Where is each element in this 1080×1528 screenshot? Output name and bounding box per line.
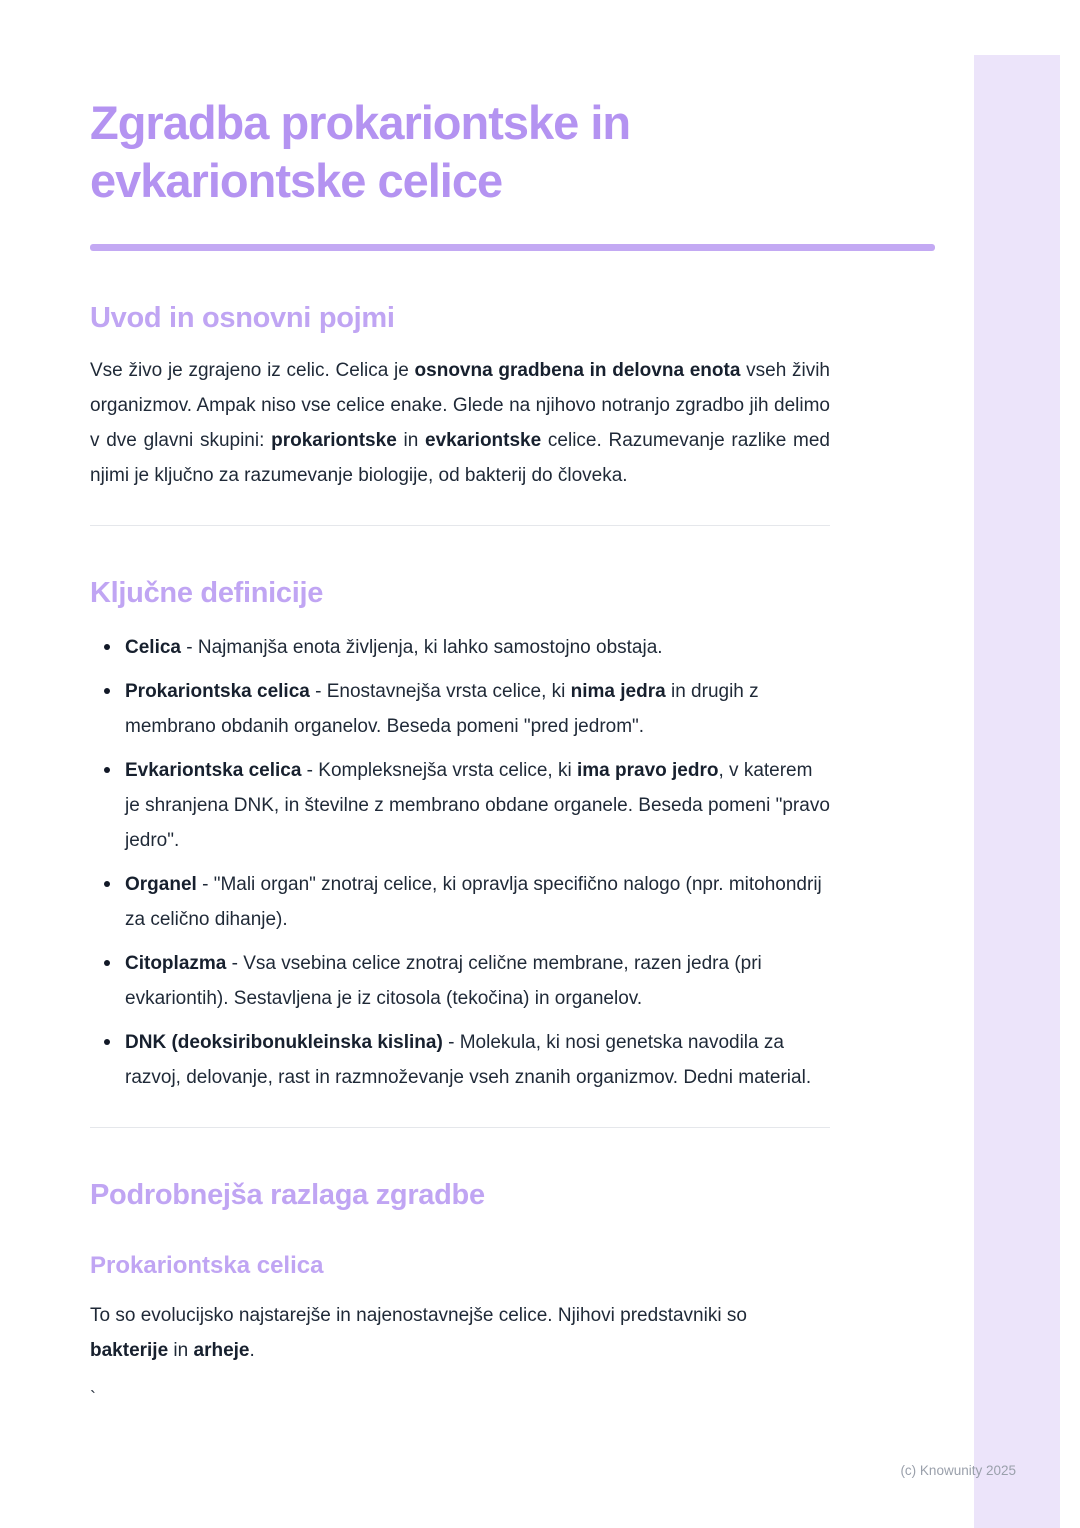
side-accent-strip (974, 55, 1060, 1528)
definitions-list (90, 630, 830, 1095)
text-segment: in (396, 430, 426, 451)
bold-text-segment: arheje (193, 1340, 250, 1361)
text-segment: vseh živih organizmov. Ampak niso vse celice enake. Glede na njihovo notranjo zgradbo jih delimo v dve glavni skupini: (90, 360, 830, 451)
section-heading-detail: Podrobnejša razlaga zgradbe (90, 1179, 485, 1211)
text-segment: , v katerem je shranjena DNK, in številne z membrano obdane organele. Beseda pomeni "pravo jedro". (125, 760, 830, 851)
text-segment: - Kompleksnejša vrsta celice, ki (301, 760, 577, 781)
intro-paragraph (90, 353, 830, 493)
bold-text-segment: Celica (125, 637, 181, 658)
subsection-heading-prokariontska: Prokariontska celica (90, 1252, 324, 1279)
section-divider (90, 525, 830, 526)
copyright-notice: (c) Knowunity 2025 (900, 1463, 1016, 1478)
text-segment: celice. Razumevanje razlike med njimi je ključno za razumevanje biologije, od bakterij do človeka. (90, 430, 830, 486)
definition-item-evkariontska-celica (90, 753, 830, 858)
text-segment: in (168, 1340, 194, 1361)
stray-backtick-character: ` (90, 1388, 96, 1408)
definition-item-dnk (90, 1025, 830, 1095)
page-title (90, 94, 935, 210)
section-divider (90, 1127, 830, 1128)
bold-text-segment: osnovna gradbena in delovna enota (414, 360, 741, 381)
bold-text-segment: prokariontske (271, 430, 397, 451)
text-segment: Vse živo je zgrajeno iz celic. Celica je (90, 360, 415, 381)
text-segment: - "Mali organ" znotraj celice, ki opravlja specifično nalogo (npr. mitohondrij za celično dihanje). (125, 874, 822, 930)
bold-text-segment: Citoplazma (125, 953, 227, 974)
text-segment: in drugih z membrano obdanih organelov. Beseda pomeni "pred jedrom". (125, 681, 759, 737)
bold-text-segment: nima jedra (570, 681, 666, 702)
definition-item-citoplazma (90, 946, 830, 1016)
bold-text-segment: evkariontske (425, 430, 542, 451)
page-title-line1: Zgradba prokariontske in (90, 96, 631, 149)
detail-paragraph (90, 1298, 830, 1368)
page-title-line2: evkariontske celice (90, 154, 503, 207)
bold-text-segment: DNK (deoksiribonukleinska kislina) (125, 1032, 443, 1053)
bold-text-segment: Organel (125, 874, 197, 895)
text-segment: - Molekula, ki nosi genetska navodila za razvoj, delovanje, rast in razmnoževanje vseh znanih organizmov. Dedni material. (125, 1032, 812, 1088)
definition-item-organel (90, 867, 830, 937)
bold-text-segment: Evkariontska celica (125, 760, 302, 781)
text-segment: - Vsa vsebina celice znotraj celične membrane, razen jedra (pri evkariontih). Sestavljena je iz citosola (tekočina) in organelov. (125, 953, 762, 1009)
bold-text-segment: bakterije (90, 1340, 169, 1361)
section-heading-definitions: Ključne definicije (90, 577, 324, 609)
bold-text-segment: Prokariontska celica (125, 681, 310, 702)
definition-item-celica (90, 630, 830, 665)
text-segment: . (249, 1340, 255, 1361)
title-underline-rule (90, 244, 935, 251)
section-heading-intro: Uvod in osnovni pojmi (90, 302, 395, 334)
definition-item-prokariontska-celica (90, 674, 830, 744)
text-segment: To so evolucijsko najstarejše in najenostavnejše celice. Njihovi predstavniki so (90, 1305, 747, 1326)
document-page (90, 0, 935, 1410)
bold-text-segment: ima pravo jedro (576, 760, 719, 781)
text-segment: - Enostavnejša vrsta celice, ki (309, 681, 571, 702)
text-segment: - Najmanjša enota življenja, ki lahko samostojno obstaja. (180, 637, 663, 658)
